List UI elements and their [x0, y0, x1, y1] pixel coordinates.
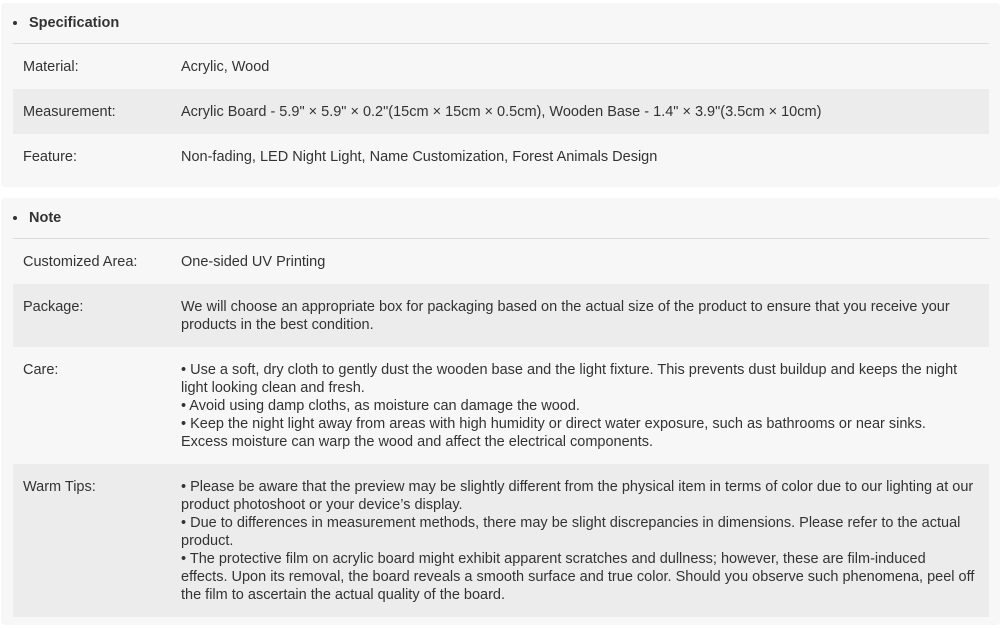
- note-panel: [1, 198, 1000, 625]
- row-label: Material:: [23, 59, 79, 75]
- specification-header: [1, 3, 1000, 43]
- care-tip: • Keep the night light away from areas with high humidity or direct water exposure, such as bathrooms or near sinks. Excess moisture can warp the wood and affect the electrical components.: [181, 416, 926, 450]
- note-header: [1, 198, 1000, 238]
- row-value: [181, 478, 989, 604]
- specification-title: Specification: [29, 15, 120, 31]
- row-value: [181, 361, 989, 451]
- row-label: Package:: [23, 299, 84, 315]
- spec-row-feature: [13, 134, 989, 179]
- warm-tip: • Please be aware that the preview may be slightly different from the physical item in terms of color due to our lighting at our product photoshoot or your device’s display.: [181, 479, 974, 513]
- bullet-icon: [13, 21, 17, 25]
- specification-panel: [1, 3, 1000, 187]
- note-row-customized-area: [13, 239, 989, 284]
- note-row-package: [13, 284, 989, 347]
- spec-row-material: [13, 44, 989, 89]
- row-label: Care:: [23, 362, 59, 378]
- row-label: Feature:: [23, 149, 77, 165]
- row-value: Acrylic, Wood: [181, 59, 270, 75]
- care-tip: • Use a soft, dry cloth to gently dust the wooden base and the light fixture. This prevents dust buildup and keeps the night light looking clean and fresh.: [181, 362, 958, 396]
- row-label: Customized Area:: [23, 254, 138, 270]
- row-value: Acrylic Board - 5.9" × 5.9" × 0.2"(15cm × 15cm × 0.5cm), Wooden Base - 1.4" × 3.9"(3.5cm × 10cm): [181, 104, 822, 120]
- warm-tip: • Due to differences in measurement methods, there may be slight discrepancies in dimensions. Please refer to the actual product.: [181, 515, 961, 549]
- row-label: Measurement:: [23, 104, 116, 120]
- row-value: Non-fading, LED Night Light, Name Customization, Forest Animals Design: [181, 149, 658, 165]
- note-table: [13, 239, 989, 617]
- specification-table: [13, 44, 989, 179]
- spec-row-measurement: [13, 89, 989, 134]
- row-value: We will choose an appropriate box for packaging based on the actual size of the product to ensure that you receive your products in the best condition.: [181, 299, 950, 333]
- care-tip: • Avoid using damp cloths, as moisture can damage the wood.: [181, 398, 580, 414]
- warm-tip: • The protective film on acrylic board might exhibit apparent scratches and dullness; however, these are film-induced effects. Upon its removal, the board reveals a smooth surface and true color. Should you observe such phenomena, peel off the film to ascertain the actual quality of the board.: [181, 551, 975, 603]
- note-row-care: [13, 347, 989, 464]
- note-row-warm-tips: [13, 464, 989, 617]
- note-title: Note: [29, 210, 62, 226]
- bullet-icon: [13, 216, 17, 220]
- row-value: One-sided UV Printing: [181, 254, 326, 270]
- row-label: Warm Tips:: [23, 479, 96, 495]
